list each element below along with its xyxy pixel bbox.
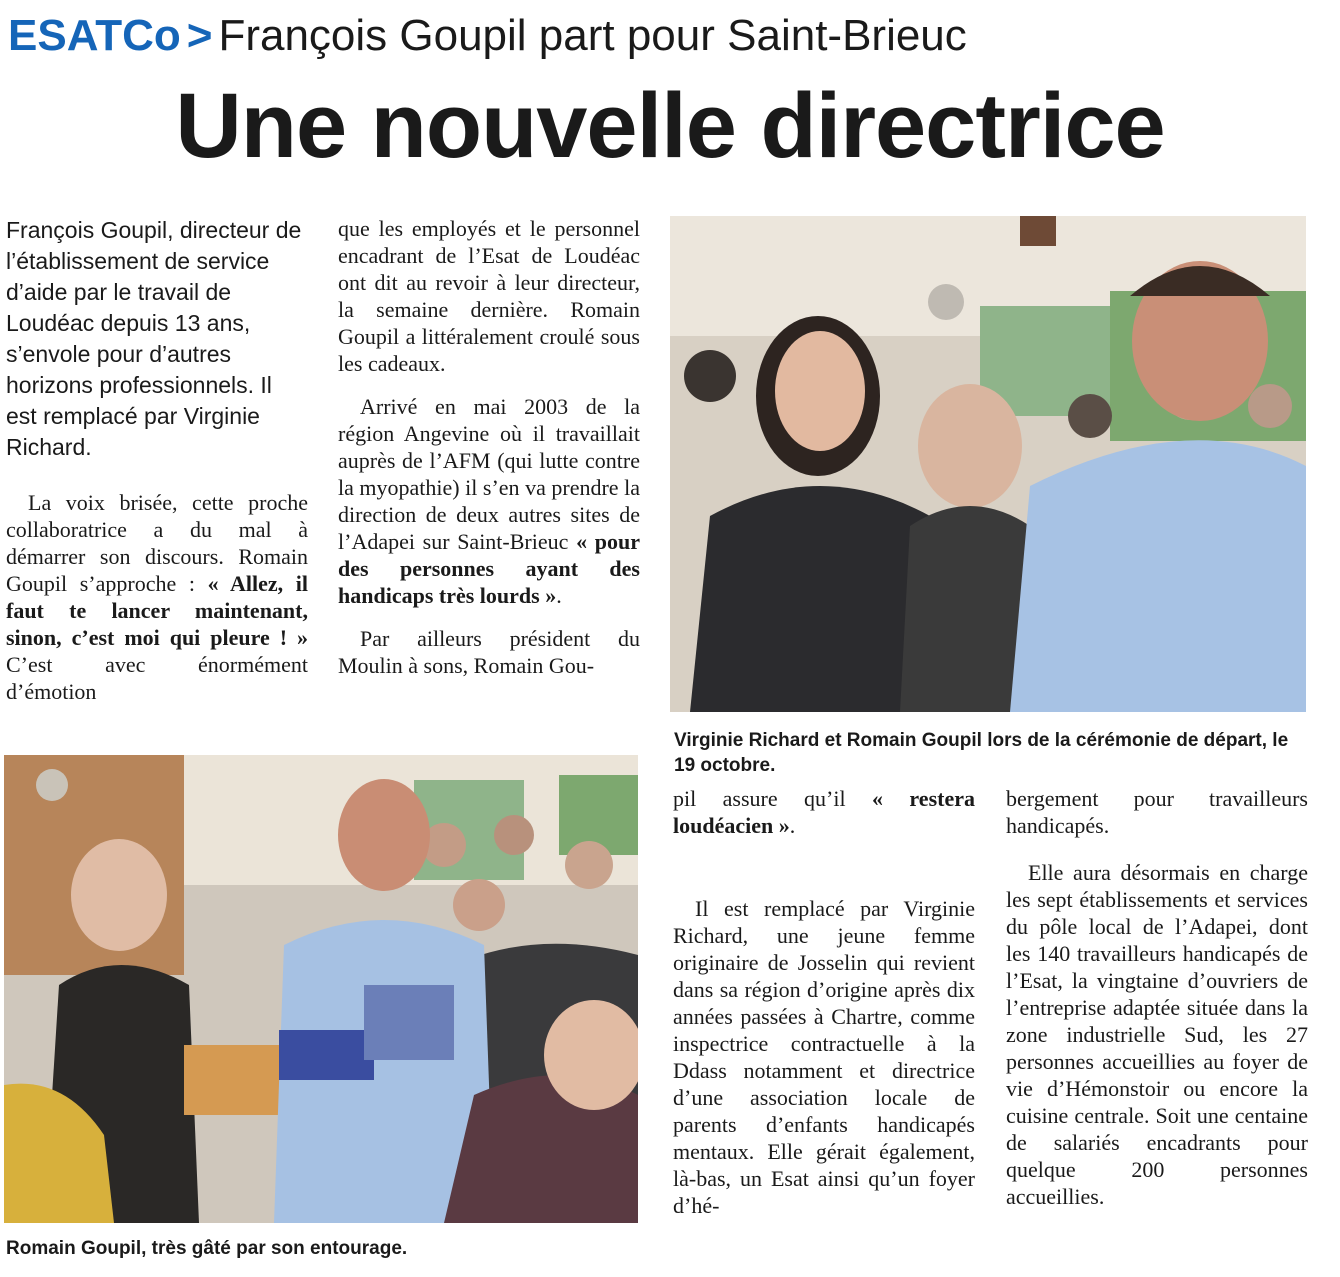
paragraph [673, 785, 975, 839]
paragraph: Elle aura désormais en charge les sept établissements et services du pôle local de l’Adapei, dont les 140 travailleurs handicapés de l’Esat, la vingtaine d’ouvriers de l’entreprise adaptée située dans la zone industrielle Sud, les 27 personnes accueillies au foyer de vie d’Hémonstoir ou encore la cuisine centrale. Soit une centaine de salariés encadrants pour quelque 200 personnes accueillies. [1006, 860, 1308, 1209]
column-4 [1006, 785, 1308, 1226]
paragraph-end: . [789, 813, 796, 838]
paragraph: bergement pour travailleurs handicapés. [1006, 786, 1308, 838]
chapeau: François Goupil, directeur de l’établissement de service d’aide par le travail de Loudéac depuis 13 ans, s’envole pour d’autres horizons professionnels. Il est remplacé par Virginie Richard. [6, 217, 302, 460]
photo-gifts [4, 755, 638, 1223]
photo-caption: Romain Goupil, très gâté par son entourage. [6, 1238, 408, 1259]
photo-caption: Virginie Richard et Romain Goupil lors de la cérémonie de départ, le 19 octobre. [674, 730, 1289, 776]
headline: Une nouvelle directrice [175, 75, 1165, 177]
photo-ceremony-image [670, 216, 1306, 712]
paragraph-text: pil assure qu’il [673, 786, 846, 811]
paragraph-text: C’est avec énormément d’émotion [6, 652, 308, 704]
paragraph: Par ailleurs président du Moulin à sons, Romain Gou- [338, 626, 640, 678]
paragraph [338, 393, 640, 609]
paragraph [6, 489, 308, 705]
paragraph-end: . [556, 583, 562, 608]
kicker-arrow: > [186, 11, 213, 60]
kicker-subtitle: François Goupil part pour Saint-Brieuc [218, 11, 967, 60]
quote: « pour des personnes ayant des handicaps très lourds » [338, 529, 640, 608]
paragraph-text: La voix brisée, cette proche collaboratrice a du mal à démarrer son discours. Romain Goupil s’approche : [6, 490, 308, 596]
column-1 [6, 215, 308, 721]
paragraph: que les employés et le personnel encadrant de l’Esat de Loudéac ont dit au revoir à leur directeur, la semaine dernière. Romain Goupil a littéralement croulé sous les cadeaux. [338, 216, 640, 376]
quote: « Allez, il faut te lancer maintenant, sinon, c’est moi qui pleure ! » [6, 571, 309, 650]
brand-name: ESATCo [8, 11, 181, 60]
paragraph: Il est remplacé par Virginie Richard, une jeune femme originaire de Josselin qui revient dans sa région d’origine après dix années passées à Chartre, comme inspectrice contractuelle à la Ddass notamment et directrice d’une association locale de parents d’enfants handicapés mentaux. Elle gérait également, là-bas, un Esat ainsi qu’un foyer d’hé- [673, 896, 975, 1218]
quote: « restera loudéacien » [673, 786, 975, 838]
photo-ceremony [670, 216, 1306, 712]
photo-gifts-image [4, 755, 638, 1223]
column-3 [673, 785, 975, 1235]
kicker [8, 11, 967, 60]
column-2 [338, 215, 640, 695]
paragraph-text: Arrivé en mai 2003 de la région Angevine où il travaillait auprès de l’AFM (qui lutte contre la myopathie) il s’en va prendre la direction de deux autres sites de l’Adapei sur Saint-Brieuc [338, 394, 640, 554]
